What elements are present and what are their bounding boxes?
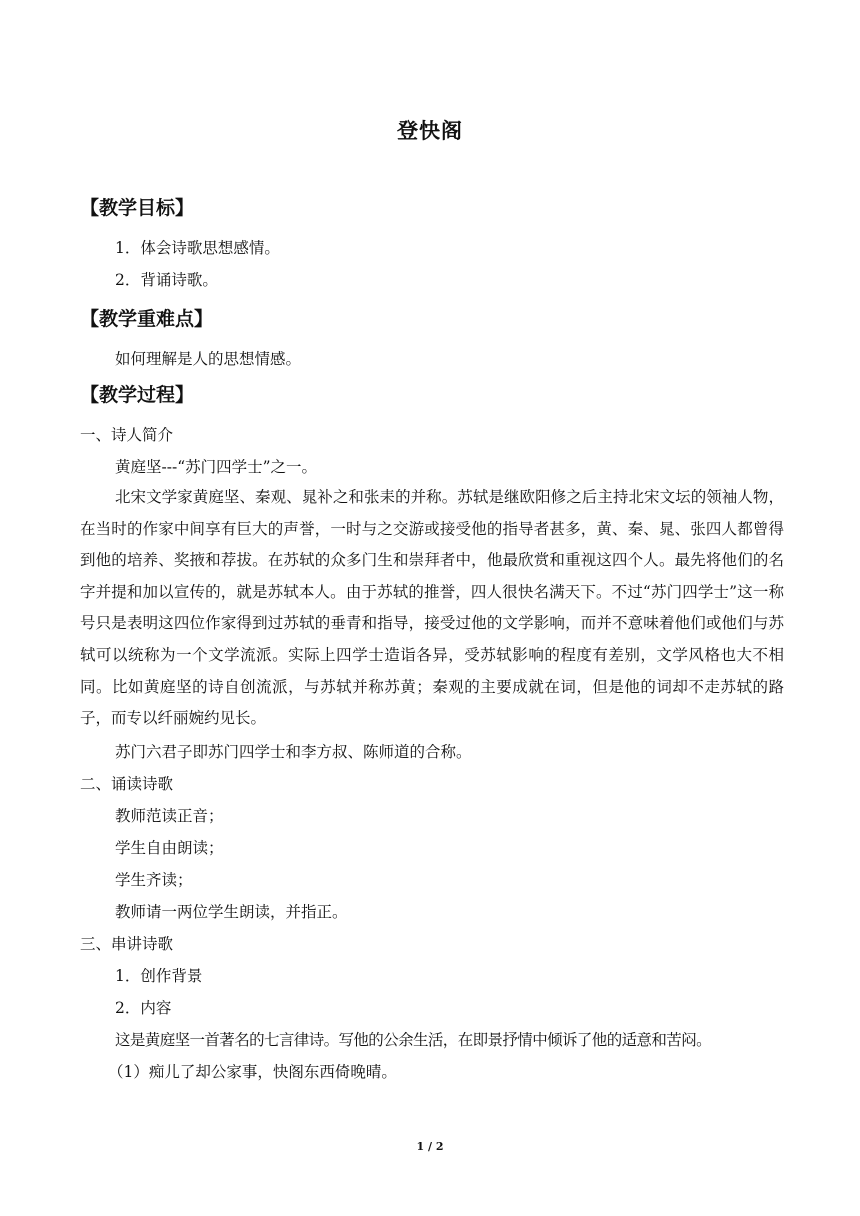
section-heading-objectives: 【教学目标】 [80,197,195,219]
subsection-heading-poet-intro: 一、诗人简介 [80,426,174,444]
poet-intro-line: 苏门六君子即苏门四学士和李方叔、陈师道的合称。 [115,743,472,761]
recitation-item: 教师请一两位学生朗读，并指正。 [115,903,348,921]
recitation-item: 学生自由朗读； [115,839,224,857]
page-title: 登快阁 [397,119,463,143]
poet-intro-line: 黄庭坚---“苏门四学士”之一。 [115,458,318,476]
explanation-item: 1．创作背景 [115,967,203,985]
verse-line: （1）痴儿了却公家事，快阁东西倚晚晴。 [108,1063,397,1081]
page-number: 1 / 2 [416,1140,444,1153]
subsection-heading-explanation: 三、串讲诗歌 [80,935,174,953]
section-heading-key-points: 【教学重难点】 [80,308,214,330]
key-points-text: 如何理解是人的思想情感。 [115,350,302,368]
explanation-intro: 这是黄庭坚一首著名的七言律诗。写他的公余生活，在即景抒情中倾诉了他的适意和苦闷。 [115,1031,712,1049]
recitation-item: 教师范读正音； [115,807,224,825]
objective-item: 2．背诵诗歌。 [115,271,218,289]
recitation-item: 学生齐读； [115,871,193,889]
poet-intro-paragraph: 北宋文学家黄庭坚、秦观、晁补之和张耒的并称。苏轼是继欧阳修之后主持北宋文坛的领袖人物，在当时的作家中间享有巨大的声誉，一时与之交游或接受他的指导者甚多，黄、秦、晁、张四人都曾得到他的培养、奖掖和荐拔。在苏轼的众多门生和崇拜者中，他最欣赏和重视这四个人。最先将他们的名字并提和加以宣传的，就是苏轼本人。由于苏轼的推誉，四人很快名满天下。不过“苏门四学士”这一称号只是表明这四位作家得到过苏轼的垂青和指导，接受过他的文学影响，而并不意味着他们或他们与苏轼可以统称为一个文学流派。实际上四学士造诣各异，受苏轼影响的程度有差别，文学风格也大不相同。比如黄庭坚的诗自创流派，与苏轼并称苏黄；秦观的主要成就在词，但是他的词却不走苏轼的路子，而专以纤丽婉约见长。 [80,488,784,728]
subsection-heading-recitation: 二、诵读诗歌 [80,775,174,793]
explanation-item: 2．内容 [115,999,172,1017]
objective-item: 1．体会诗歌思想感情。 [115,239,280,257]
section-heading-process: 【教学过程】 [80,384,195,406]
